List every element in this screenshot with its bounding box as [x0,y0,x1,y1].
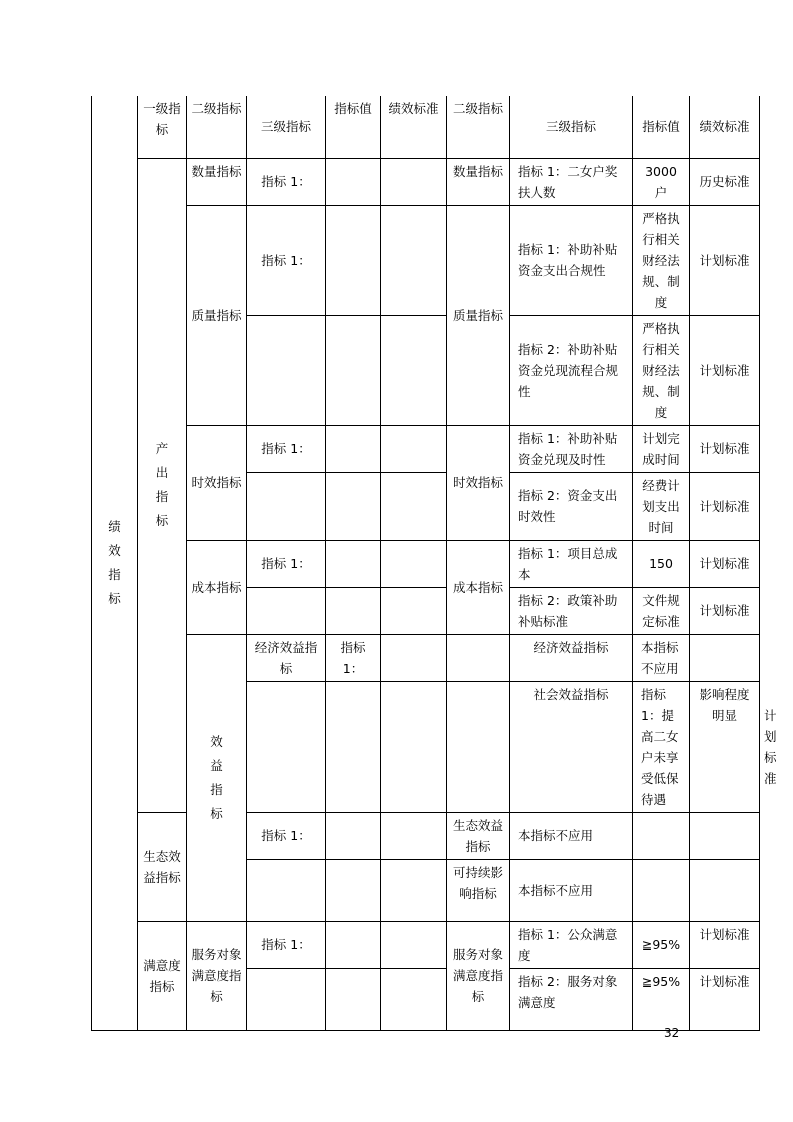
indicator-sustainable-standard [690,859,760,921]
actual-level2-cost: 成本指标 [447,540,510,634]
plan-value-cell [326,587,381,634]
indicator-cost1-name: 指标 1：项目总成本 [510,540,633,587]
plan-standard-cell [381,921,447,968]
plan-value-cell [326,921,381,968]
indicator-time2-name: 指标 2：资金支出时效性 [510,472,633,540]
indicator-time1-name: 指标 1：补助补贴资金兑现及时性 [510,425,633,472]
indicator-social-value: 影响程度明显 [690,681,760,812]
actual-level2-timeliness: 时效指标 [447,425,510,540]
indicator-time1-standard: 计划标准 [690,425,760,472]
indicator-sustainable-name: 本指标不应用 [510,859,633,921]
indicator-quality2-value: 严格执行相关财经法规、制度 [633,315,690,425]
actual-level2-social: 社会效益指标 [510,681,633,812]
header-actual-value: 指标值 [633,96,690,158]
plan-level2-quantity: 数量指标 [187,158,247,205]
level1-satisfaction: 满意度指标 [138,921,187,1030]
level1-output: 产出指标 [155,441,169,528]
plan-level2-quality: 质量指标 [187,205,247,425]
plan-value-cell [326,315,381,425]
plan-standard-cell [381,472,447,540]
indicator-cost1-standard: 计划标准 [690,540,760,587]
plan-indicator-quality: 指标 1： [247,205,326,315]
indicator-satisfaction1-name: 指标 1：公众满意度 [510,921,633,968]
indicator-ecological-value [633,812,690,859]
plan-indicator-cell [326,681,381,812]
plan-value-cell [381,634,447,681]
indicator-satisfaction2-value: ≧95% [633,968,690,1030]
indicator-time2-standard: 计划标准 [690,472,760,540]
header-actual-level2: 二级指标 [447,96,510,158]
actual-level2-ecological: 生态效益指标 [447,812,510,859]
indicator-quantity-value: 3000 户 [633,158,690,205]
indicator-cost1-value: 150 [633,540,690,587]
header-level1: 一级指标 [138,96,187,158]
indicator-cost2-name: 指标 2：政策补助补贴标准 [510,587,633,634]
plan-standard-cell [381,540,447,587]
plan-indicator-cell [247,587,326,634]
plan-level2-economic: 经济效益指标 [247,634,326,681]
plan-indicator-timeliness: 指标 1： [247,425,326,472]
indicator-quality2-name: 指标 2：补助补贴资金兑现流程合规性 [510,315,633,425]
plan-indicator-quantity: 指标 1： [247,158,326,205]
outer-label: 绩效指标 [108,518,121,606]
indicator-satisfaction1-standard: 计划标准 [690,921,760,968]
indicator-cost2-standard: 计划标准 [690,587,760,634]
indicator-satisfaction2-standard: 计划标准 [690,968,760,1030]
plan-level2-service: 服务对象满意度指标 [187,921,247,1030]
plan-indicator-ecological: 指标 1： [247,812,326,859]
header-actual-level3: 三级指标 [510,96,633,158]
indicator-quality1-standard: 计划标准 [690,205,760,315]
plan-standard-cell [447,634,510,681]
actual-level2-quantity: 数量指标 [447,158,510,205]
indicator-economic-name: 本指标不应用 [633,634,690,681]
plan-indicator-cost: 指标 1： [247,540,326,587]
indicator-time1-value: 计划完成时间 [633,425,690,472]
level1-benefit-cell [187,634,247,921]
indicator-ecological-standard [690,812,760,859]
page-number: 32 [664,1026,680,1040]
header-level2: 二级指标 [187,96,247,158]
header-level3: 三级指标 [247,96,326,158]
plan-indicator-service: 指标 1： [247,921,326,968]
plan-standard-cell [447,681,510,812]
level1-benefit: 效益指标 [210,733,223,821]
plan-level2-timeliness: 时效指标 [187,425,247,540]
indicator-satisfaction2-name: 指标 2：服务对象满意度 [510,968,633,1030]
plan-standard-cell [381,315,447,425]
header-actual-standard: 绩效标准 [690,96,760,158]
plan-value-cell [381,681,447,812]
plan-standard-cell [381,205,447,315]
plan-value-cell [326,968,381,1030]
indicator-cost2-value: 文件规定标准 [633,587,690,634]
plan-standard-cell [381,158,447,205]
header-value: 指标值 [326,96,381,158]
plan-value-cell [326,472,381,540]
plan-indicator-cell [247,968,326,1030]
plan-value-cell [326,158,381,205]
plan-standard-cell [381,587,447,634]
plan-value-cell [326,540,381,587]
indicator-quantity-standard: 历史标准 [690,158,760,205]
plan-level2-ecological: 生态效益指标 [138,812,187,921]
plan-indicator-cell [247,472,326,540]
indicator-time2-value: 经费计划支出时间 [633,472,690,540]
plan-standard-cell [381,425,447,472]
level1-output-cell [138,158,187,812]
plan-standard-cell [381,859,447,921]
indicator-quality1-name: 指标 1：补助补贴资金支出合规性 [510,205,633,315]
actual-level2-economic: 经济效益指标 [510,634,633,681]
plan-value-cell [326,425,381,472]
plan-level2-cell [247,681,326,812]
actual-level2-quality: 质量指标 [447,205,510,425]
indicator-satisfaction1-value: ≧95% [633,921,690,968]
plan-indicator-cell [247,859,326,921]
plan-standard-cell [381,968,447,1030]
plan-value-cell [326,205,381,315]
indicator-quality2-standard: 计划标准 [690,315,760,425]
performance-indicator-table: 绩效指标 一级指标 二级指标 三级指标 指标值 绩效标准 二级指标 三级指标 指标值 绩效标准 产出指标 数量指标 指标 1： 数量指标 指标 1：二女户奖扶人数 3000 户 历史标准 质量指标 指标 1： 质量指标 指标 1：补助补贴资金支出合规性 严格执行相关财经法规、制度 计划标准 指标 2：补助补贴资金兑现流程合规性 严格执行相关财经法规、制度 计划标准 时效指标 指标 1： 时效指标 指标 1：补助补贴资金兑现及时性 计划完成时间 计划标准 指标 2：资金支出时效性 经费计划支出时间 计划标准 成本指标 指标 1： 成本指标 指标 1：项目总成本 150 计划标准 指标 2：政策补助补贴标准 文件规定标准 计划标准 效益指标 经济效益指标 指标 1： 经济效益指标 本指标不应用 社会效益指标 指标 1：提高二女户未享受低保待遇 影响程度明显 计划标准 生态效益指标 指标 1： 生态效益指标 本指标不应用 可持续影响指标 本指标不应用 满意度指标 服务对象满意度指标 指标 1： 服务对象满意度指标 指标 1：公众满意度 ≧95% 计划标准 指标 2：服务对象满意度 ≧95% 计划标准 [91,96,760,1031]
indicator-social-name: 指标 1：提高二女户未享受低保待遇 [633,681,690,812]
actual-level2-sustainable: 可持续影响指标 [447,859,510,921]
plan-indicator-economic: 指标 1： [326,634,381,681]
indicator-economic-value [690,634,760,681]
indicator-quantity-name: 指标 1：二女户奖扶人数 [510,158,633,205]
plan-level2-cost: 成本指标 [187,540,247,634]
indicator-sustainable-value [633,859,690,921]
outer-label-cell [92,96,138,1030]
indicator-ecological-name: 本指标不应用 [510,812,633,859]
plan-value-cell [326,812,381,859]
header-standard: 绩效标准 [381,96,447,158]
actual-level2-service: 服务对象满意度指标 [447,921,510,1030]
plan-indicator-cell [247,315,326,425]
plan-standard-cell [381,812,447,859]
plan-value-cell [326,859,381,921]
indicator-quality1-value: 严格执行相关财经法规、制度 [633,205,690,315]
